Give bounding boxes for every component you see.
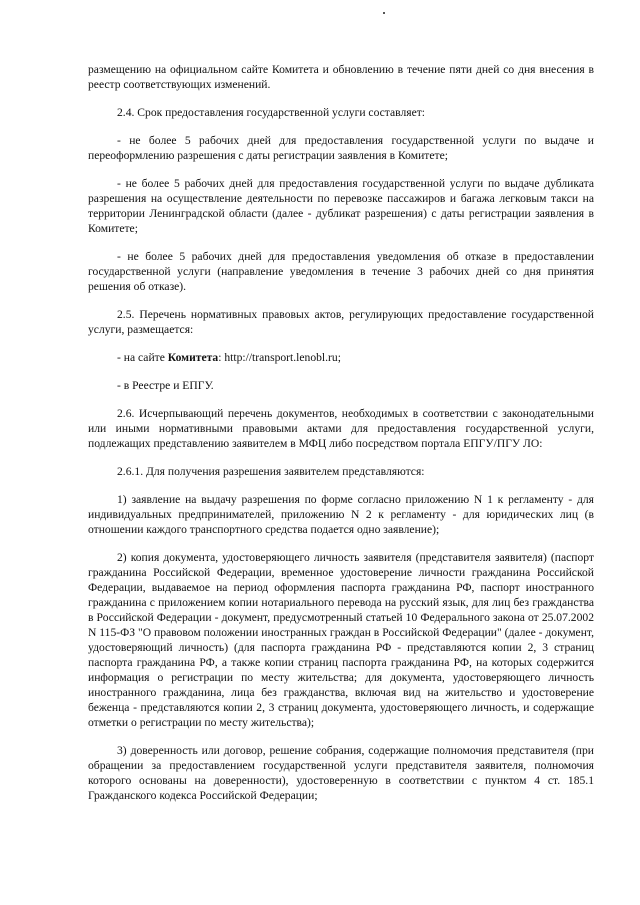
paragraph-2-6: 2.6. Исчерпывающий перечень документов, необходимых в соответствии с законодательными или иными нормативными правовыми актами для предоставления государственной услуги, подлежащих представлению заявителем в МФЦ либо посредством портала ЕПГУ/ПГУ ЛО: <box>88 407 594 450</box>
paragraph-2-4: 2.4. Срок предоставления государственной услуги составляет: <box>117 106 426 119</box>
paragraph-2-6-1: 2.6.1. Для получения разрешения заявителем представляются: <box>117 465 425 478</box>
paragraph-registry: - в Реестре и ЕПГУ. <box>117 379 214 392</box>
paragraph-continuation: размещению на официальном сайте Комитета и обновлению в течение пяти дней со дня внесения в реестр соответствующих изменений. <box>88 63 594 91</box>
paragraph-site <box>88 350 594 365</box>
paragraph-term-refusal: - не более 5 рабочих дней для предоставления уведомления об отказе в предоставлении государственной услуги (направление уведомления в течение 3 рабочих дней со дня принятия решения об отказе). <box>88 250 594 293</box>
paragraph-term-duplicate: - не более 5 рабочих дней для предоставления государственной услуги по выдаче дубликата разрешения на осуществление деятельности по перевозке пассажиров и багажа легковым такси на территории Ленинградской области (далее - дубликат разрешения) с даты регистрации заявления в Комитете; <box>88 177 594 235</box>
site-prefix: - на сайте <box>117 351 168 364</box>
site-committee: Комитета <box>167 351 219 364</box>
paragraph-2-5: 2.5. Перечень нормативных правовых актов, регулирующих предоставление государственной услуги, размещается: <box>88 308 594 336</box>
paragraph-item-3: 3) доверенность или договор, решение собрания, содержащие полномочия представителя (при обращении за предоставлением государственной услуги представителя заявителя, полномочия которого основаны на доверенности), удостоверенную в соответствии с пунктом 4 ст. 185.1 Гражданского кодекса Российской Федерации; <box>88 744 594 802</box>
paragraph-item-2: 2) копия документа, удостоверяющего личность заявителя (представителя заявителя) (паспорт гражданина Российской Федерации, временное удостоверение личности гражданина Российской Федерации, выдаваемое на период оформления паспорта гражданина РФ, паспорт иностранного гражданина с приложением копии нотариального перевода на русский язык, для лиц без гражданства в Российской Федерации - документ, предусмотренный статьей 10 Федерального закона от 25.07.2002 N 115-ФЗ "О правовом положении иностранных граждан в Российской Федерации" (далее - документ, удостоверяющий личность) (для паспорта гражданина РФ - представляются копии 2, 3 страниц паспорта гражданина РФ, а также копии страниц паспорта гражданина РФ, на которых содержится информация о регистрации по месту жительства; для документа, удостоверяющего личность иностранного гражданина, лица без гражданства, включая вид на жительство и удостоверение беженца - представляются копии 2, 3 страниц документа, удостоверяющего личность, и содержащие отметки о регистрации по месту жительства); <box>88 551 594 729</box>
paragraph-item-1: 1) заявление на выдачу разрешения по форме согласно приложению N 1 к регламенту - для индивидуальных предпринимателей, приложению N 2 к регламенту - для юридических лиц (в отношении каждого транспортного средства подается одно заявление); <box>88 493 594 536</box>
site-url: : http://transport.lenobl.ru; <box>218 351 341 364</box>
document-page <box>88 62 594 816</box>
scan-mark <box>383 12 385 14</box>
paragraph-term-issue: - не более 5 рабочих дней для предоставления государственной услуги по выдаче и переоформлению разрешения с даты регистрации заявления в Комитете; <box>88 134 594 162</box>
